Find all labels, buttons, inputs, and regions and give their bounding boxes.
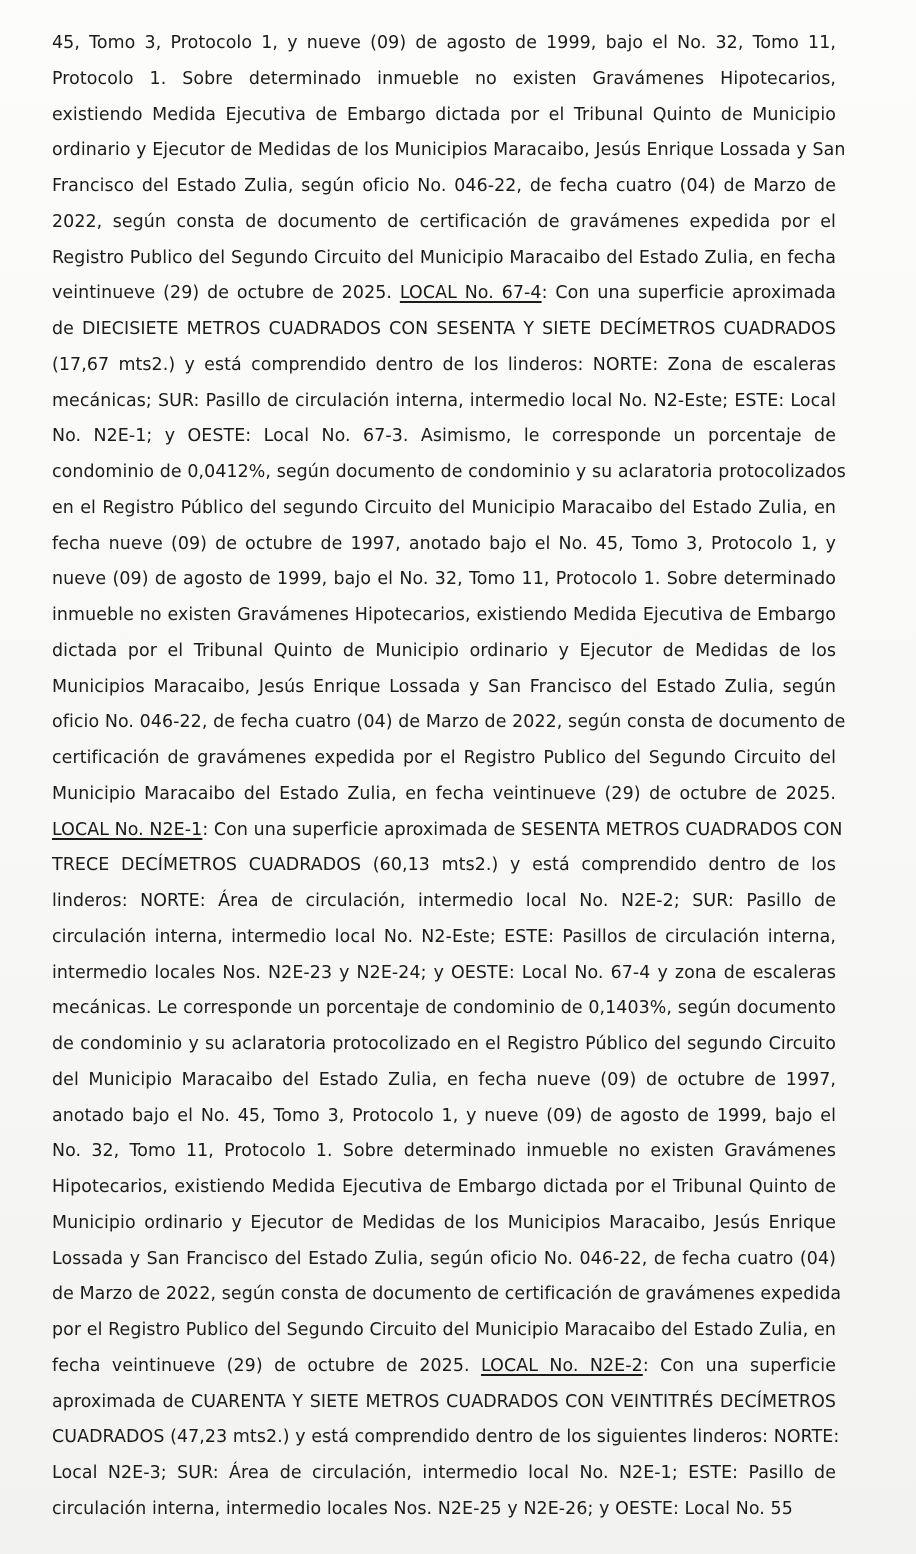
local-heading: LOCAL No. 67-4 xyxy=(399,283,542,304)
text-line xyxy=(52,1134,836,1170)
text-line xyxy=(52,26,836,62)
text-line xyxy=(52,741,836,777)
text-line xyxy=(52,777,836,813)
text-segment: dictada por el Tribunal Quinto de Municipio ordinario y Ejecutor de Medidas de los xyxy=(52,640,836,661)
text-segment: 2022, según consta de documento de certificación de gravámenes expedida por el xyxy=(52,211,836,232)
text-segment: mecánicas. Le corresponde un porcentaje de condominio de 0,1403%, según documento xyxy=(52,998,836,1019)
text-segment: Hipotecarios, existiendo Medida Ejecutiva de Embargo dictada por el Tribunal Quinto de xyxy=(52,1177,836,1197)
text-segment: Registro Publico del Segundo Circuito del Municipio Maracaibo del Estado Zulia, en fecha xyxy=(52,247,836,268)
text-segment: Francisco del Estado Zulia, según oficio No. 046-22, de fecha cuatro (04) de Marzo de xyxy=(52,176,836,196)
text-segment: Protocolo 1. Sobre determinado inmueble no existen Gravámenes Hipotecarios, xyxy=(52,68,836,89)
text-line xyxy=(52,1420,840,1456)
text-segment: veintinueve (29) de octubre de 2025. xyxy=(52,283,400,304)
text-line xyxy=(52,133,846,169)
text-segment: existiendo Medida Ejecutiva de Embargo dictada por el Tribunal Quinto de Municipio xyxy=(52,104,836,125)
text-line xyxy=(52,562,836,598)
text-line xyxy=(52,956,836,992)
text-line xyxy=(52,276,836,312)
text-line xyxy=(52,920,836,956)
text-line xyxy=(52,1349,836,1385)
text-line xyxy=(52,670,836,706)
text-line xyxy=(52,384,836,420)
text-segment: aproximada de CUARENTA Y SIETE METROS CUADRADOS CON VEINTITRÉS DECÍMETROS xyxy=(52,1391,836,1412)
text-segment: inmueble no existen Gravámenes Hipotecarios, existiendo Medida Ejecutiva de Embargo xyxy=(52,605,836,625)
text-segment: circulación interna, intermedio locales Nos. N2E-25 y N2E-26; y OESTE: Local No. 55 xyxy=(52,1498,793,1519)
text-line xyxy=(52,634,836,670)
text-segment: de Marzo de 2022, según consta de documento de certificación de gravámenes expedida xyxy=(52,1284,842,1305)
text-line xyxy=(52,455,846,491)
text-segment: : Con una superficie aproximada xyxy=(541,283,836,304)
text-segment: fecha veintinueve (29) de octubre de 2025. xyxy=(52,1355,481,1376)
text-segment: por el Registro Publico del Segundo Circuito del Municipio Maracaibo del Estado Zulia, en xyxy=(52,1320,836,1340)
text-segment: en el Registro Público del segundo Circuito del Municipio Maracaibo del Estado Zulia, en xyxy=(52,497,836,518)
text-segment: ordinario y Ejecutor de Medidas de los Municipios Maracaibo, Jesús Enrique Lossada y San xyxy=(52,140,846,161)
text-line xyxy=(52,598,836,634)
text-segment: de DIECISIETE METROS CUADRADOS CON SESENTA Y SIETE DECÍMETROS CUADRADOS xyxy=(52,319,836,339)
text-line xyxy=(52,98,836,134)
text-line xyxy=(52,1277,842,1313)
text-segment: mecánicas; SUR: Pasillo de circulación interna, intermedio local No. N2-Este; ESTE: Local xyxy=(52,390,836,411)
text-line xyxy=(52,1492,836,1528)
text-line xyxy=(52,1063,836,1099)
text-line xyxy=(52,1027,836,1063)
text-segment: Municipio ordinario y Ejecutor de Medidas de los Municipios Maracaibo, Jesús Enrique xyxy=(52,1212,836,1233)
text-segment: : Con una superficie aproximada de SESENTA METROS CUADRADOS CON xyxy=(202,819,843,840)
text-line xyxy=(52,813,843,849)
text-segment: Local N2E-3; SUR: Área de circulación, intermedio local No. N2E-1; ESTE: Pasillo de xyxy=(52,1463,836,1483)
text-line xyxy=(52,705,846,741)
text-segment: No. N2E-1; y OESTE: Local No. 67-3. Asimismo, le corresponde un porcentaje de xyxy=(52,426,836,447)
text-line xyxy=(52,1313,836,1349)
text-segment: circulación interna, intermedio local No. N2-Este; ESTE: Pasillos de circulación interna, xyxy=(52,926,836,947)
local-heading: LOCAL No. N2E-2 xyxy=(481,1355,643,1376)
text-line xyxy=(52,991,836,1027)
text-line xyxy=(52,527,836,563)
text-segment: fecha nueve (09) de octubre de 1997, anotado bajo el No. 45, Tomo 3, Protocolo 1, y xyxy=(52,533,836,554)
text-segment: oficio No. 046-22, de fecha cuatro (04) de Marzo de 2022, según consta de documento de xyxy=(52,712,846,733)
text-line xyxy=(52,169,836,205)
text-segment: (17,67 mts2.) y está comprendido dentro de los linderos: NORTE: Zona de escaleras xyxy=(52,354,836,375)
local-heading: LOCAL No. N2E-1 xyxy=(52,819,203,840)
text-segment: Municipio Maracaibo del Estado Zulia, en fecha veintinueve (29) de octubre de 2025. xyxy=(52,783,836,804)
text-line xyxy=(52,491,836,527)
text-segment: anotado bajo el No. 45, Tomo 3, Protocolo 1, y nueve (09) de agosto de 1999, bajo el xyxy=(52,1105,836,1126)
text-segment: 45, Tomo 3, Protocolo 1, y nueve (09) de agosto de 1999, bajo el No. 32, Tomo 11, xyxy=(52,33,836,53)
text-line xyxy=(52,1385,836,1421)
text-segment: del Municipio Maracaibo del Estado Zulia, en fecha nueve (09) de octubre de 1997, xyxy=(52,1069,836,1090)
text-line xyxy=(52,848,836,884)
text-line xyxy=(52,1242,836,1278)
text-line xyxy=(52,1206,836,1242)
text-line xyxy=(52,419,836,455)
text-segment: de condominio y su aclaratoria protocolizado en el Registro Público del segundo Circuito xyxy=(52,1034,836,1054)
text-segment: linderos: NORTE: Área de circulación, intermedio local No. N2E-2; SUR: Pasillo de xyxy=(52,891,836,911)
text-segment: nueve (09) de agosto de 1999, bajo el No. 32, Tomo 11, Protocolo 1. Sobre determinado xyxy=(52,569,836,590)
text-line xyxy=(52,62,836,98)
text-line xyxy=(52,312,836,348)
text-line xyxy=(52,348,836,384)
text-segment: No. 32, Tomo 11, Protocolo 1. Sobre determinado inmueble no existen Gravámenes xyxy=(52,1141,836,1162)
document-body-text xyxy=(52,26,846,1528)
text-line xyxy=(52,884,836,920)
text-segment: intermedio locales Nos. N2E-23 y N2E-24; y OESTE: Local No. 67-4 y zona de escaleras xyxy=(52,962,836,983)
text-segment: Municipios Maracaibo, Jesús Enrique Lossada y San Francisco del Estado Zulia, según xyxy=(52,676,836,697)
text-segment: condominio de 0,0412%, según documento de condominio y su aclaratoria protocolizados xyxy=(52,462,846,482)
text-segment: : Con una superficie xyxy=(642,1355,837,1376)
text-segment: certificación de gravámenes expedida por el Registro Publico del Segundo Circuito del xyxy=(52,748,836,768)
text-line xyxy=(52,1170,836,1206)
text-line xyxy=(52,1099,836,1135)
text-segment: TRECE DECÍMETROS CUADRADOS (60,13 mts2.) y está comprendido dentro de los xyxy=(52,855,836,876)
text-line xyxy=(52,241,836,277)
text-line xyxy=(52,205,836,241)
text-line xyxy=(52,1456,836,1492)
text-segment: Lossada y San Francisco del Estado Zulia, según oficio No. 046-22, de fecha cuatro (04) xyxy=(52,1248,836,1269)
text-segment: CUADRADOS (47,23 mts2.) y está comprendido dentro de los siguientes linderos: NORTE: xyxy=(52,1427,840,1448)
